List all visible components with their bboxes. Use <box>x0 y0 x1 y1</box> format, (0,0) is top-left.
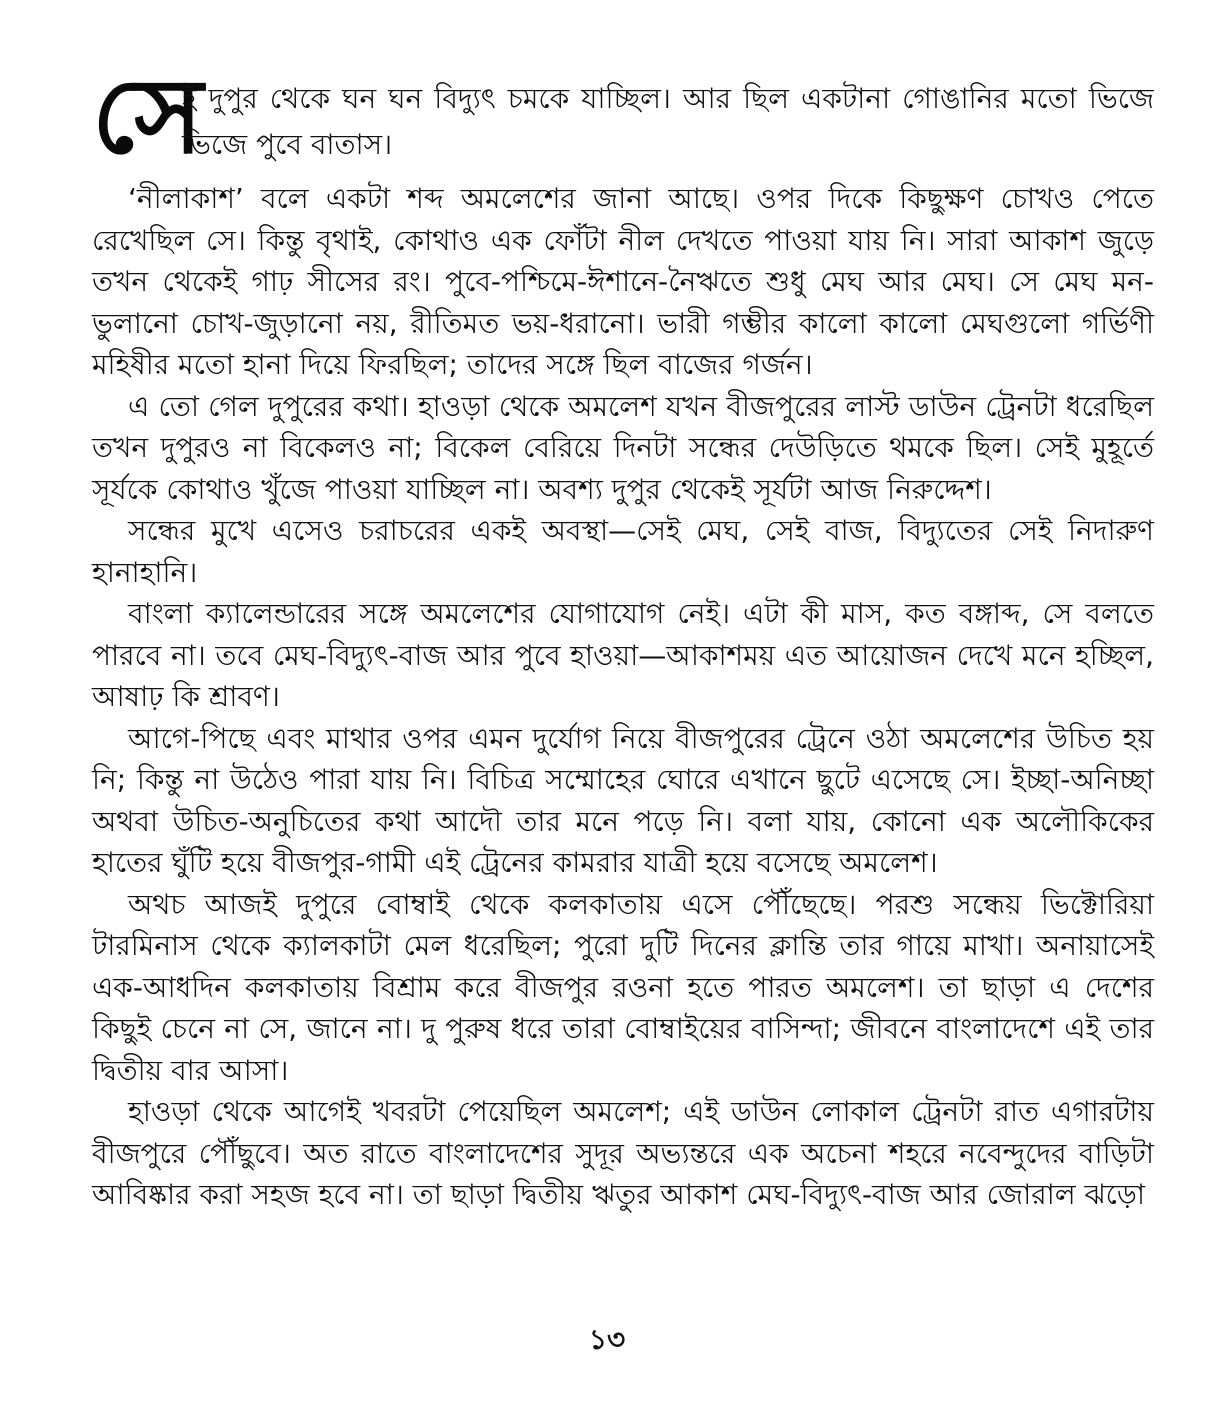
paragraph: হাওড়া থেকে আগেই খবরটা পেয়েছিল অমলেশ; এই ডাউন লোকাল ট্রেনটা রাত এগারটায় বীজপুরে পৌঁছুবে। অত রাতে বাংলাদেশের সুদূর অভ্যন্তরে এক অচেনা শহরে নবেন্দুদের বাড়িটা আবিষ্কার করা সহজ হবে না। তা ছাড়া দ্বিতীয় ঋতুর আকাশ মেঘ-বিদ্যুৎ-বাজ আর জোরাল ঝড়ো <box>92 1095 1154 1211</box>
paragraph: অথচ আজই দুপুরে বোম্বাই থেকে কলকাতায় এসে পৌঁছেছে। পরশু সন্ধেয় ভিক্টোরিয়া টারমিনাস থেকে ক্যালকাটা মেল ধরেছিল; পুরো দুটি দিনের ক্লান্তি তার গায়ে মাখা। অনায়াসেই এক-আধদিন কলকাতায় বিশ্রাম করে বীজপুর রওনা হতে পারত অমলেশ। তা ছাড়া এ দেশের কিছুই চেনে না সে, জানে না। দু পুরুষ ধরে তারা বোম্বাইয়ের বাসিন্দা; জীবনে বাংলাদেশে এই তার দ্বিতীয় বার আসা। <box>92 887 1154 1087</box>
paragraph: সন্ধের মুখে এসেও চরাচরের একই অবস্থা—সেই মেঘ, সেই বাজ, বিদ্যুতের সেই নিদারুণ হানাহানি। <box>92 514 1154 589</box>
drop-cap: সে <box>92 55 203 177</box>
paragraph: আগে-পিছে এবং মাথার ওপর এমন দুর্যোগ নিয়ে বীজপুরের ট্রেনে ওঠা অমলেশের উচিত হয় নি; কিন্তু না উঠেও পারা যায় নি। বিচিত্র সম্মোহের ঘোরে এখানে ছুটে এসেছে সে। ইচ্ছা-অনিচ্ছা অথবা উচিত-অনুচিতের কথা আদৌ তার মনে পড়ে নি। বলা যায়, কোনো এক অলৌকিকের হাতের ঘুঁটি হয়ে বীজপুর-গামী এই ট্রেনের কামরার যাত্রী হয়ে বসেছে অমলেশ। <box>92 721 1154 879</box>
paragraph: এ তো গেল দুপুরের কথা। হাওড়া থেকে অমলেশ যখন বীজপুরের লাস্ট ডাউন ট্রেনটা ধরেছিল তখন দুপুরও না বিকেলও না; বিকেল বেরিয়ে দিনটা সন্ধের দেউড়িতে থমকে ছিল। সেই মুহূর্তে সূর্যকে কোথাও খুঁজে পাওয়া যাচ্ছিল না। অবশ্য দুপুর থেকেই সূর্যটা আজ নিরুদ্দেশ। <box>92 389 1154 506</box>
paragraph: ‘নীলাকাশ’ বলে একটা শব্দ অমলেশের জানা আছে। ওপর দিকে কিছুক্ষণ চোখও পেতে রেখেছিল সে। কিন্তু বৃথাই, কোথাও এক ফোঁটা নীল দেখতে পাওয়া যায় নি। সারা আকাশ জুড়ে তখন থেকেই গাঢ় সীসের রং। পুবে-পশ্চিমে-ঈশানে-নৈঋতে শুধু মেঘ আর মেঘ। সে মেঘ মন-ভুলানো চোখ-জুড়ানো নয়, রীতিমত ভয়-ধরানো। ভারী গম্ভীর কালো কালো মেঘগুলো গর্ভিণী মহিষীর মতো হানা দিয়ে ফিরছিল; তাদের সঙ্গে ছিল বাজের গর্জন। <box>92 182 1154 381</box>
opening-line-1: ই দুপুর থেকে ঘন ঘন বিদ্যুৎ চমকে যাচ্ছিল। আর ছিল একটানা গোঙানির মতো ভিজে <box>182 82 1154 115</box>
document-body <box>92 55 1154 1216</box>
page-number: ১৩ <box>588 1323 626 1356</box>
opening-line-2: ভিজে পুবে বাতাস। <box>182 128 393 161</box>
opening-paragraph <box>92 55 1154 178</box>
paragraph: বাংলা ক্যালেন্ডারের সঙ্গে অমলেশের যোগাযোগ নেই। এটা কী মাস, কত বঙ্গাব্দ, সে বলতে পারবে না। তবে মেঘ-বিদ্যুৎ-বাজ আর পুবে হাওয়া—আকাশময় এত আয়োজন দেখে মনে হচ্ছিল, আষাঢ় কি শ্রাবণ। <box>92 597 1154 713</box>
